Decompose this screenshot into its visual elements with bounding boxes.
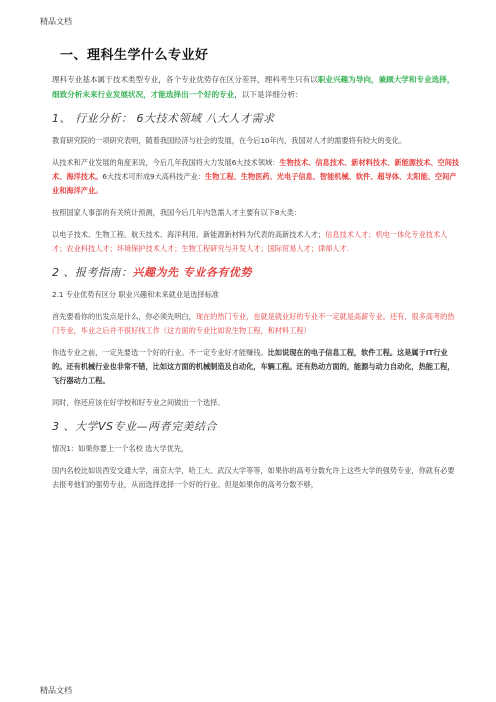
intro-text-c: ，以下是详细分析： [234,90,303,99]
document-body [52,44,460,500]
s2-p1-highlight: 现在的热门专业，也就是就业好的专业不一定就是高薪专业。还有，很多高考的热门专业，毕业之后并不很好找工作（这方面的专业比如说生物工程，和材料工程） [52,312,455,335]
s2-heading-highlight: 兴趣为先 专业各有优势 [132,266,252,279]
section-1-paragraph-2 [52,156,460,198]
s2-p1-text-a: 首先要看你的出发点是什么，你必须先明白， [52,312,196,321]
page-header: 精品文档 [40,17,72,26]
s1-p2-highlight-industry: 生物工程、生物医药、光电子信息、智能机械、软件、超导体、太阳能、空间产业和海洋产业。 [52,172,457,195]
intro-paragraph [52,72,460,102]
section-1-paragraph-1: 教育研究院的一项研究表明，随着我国经济与社会的发展，在今后10年内，我国对人才的需要将有较大的变化。 [52,136,407,145]
document-title: 一、理科生学什么专业好 [60,48,209,63]
s1-p4-text-a: 以电子技术、生物工程、航天技术、海洋利用、新能源新材料为代表的高新技术人才； [52,230,326,239]
section-2-paragraph-2 [52,346,460,388]
section-1-heading: 1、 行业分析： 6大技术领域 八大人才需求 [52,112,275,125]
section-2-heading [52,264,460,280]
s1-p2-text-a: 从技术和产业发展的角度来说，今后几年我国将大力发展6大技术领域： [52,158,280,167]
section-2-subheading: 2.1 专业优势有区分 职业兴趣和未来就业是选择标准 [52,290,219,299]
s2-p2-bold: 比如说现在的电子信息工程，软件工程。这是属于IT行业的。还有机械行业也非常不错，比如这方面的机械制造及自动化，车辆工程。还有热动方面的，能源与动力自动化，热能工程，飞行器动力工程。 [52,348,455,385]
s2-heading-prefix: 2 、报考指南： [52,266,133,279]
section-2-paragraph-1 [52,310,460,338]
page-footer: 精品文档 [40,686,72,695]
section-3-heading: 3 、大学VS专业—两者完美结合 [52,420,218,433]
s1-p2-highlight-tech: 生物技术、信息技术、新材料技术、新能源技术、空间技术、海洋技术。 [52,158,460,181]
section-3-paragraph-1: 情况1：如果你要上一个名校 选大学优先， [52,444,189,453]
s2-p2-text-a: 你选专业之前，一定先要选一个好的行业。不一定专业好才能赚钱。 [52,348,268,357]
section-3-paragraph-2: 国内名校比如说西安交通大学，南京大学，哈工大、武汉大学等等，如果你的高考分数允许上这些大学的强势专业，你就有必要去报考他们的强势专业，从而选择选择一个好的行业。但是如果你的高考分数不够， [52,466,455,489]
intro-text-a: 理科专业基本属于技术类型专业，各个专业优势存在区分差异，理科考生只有以 [52,75,318,84]
intro-highlight: 职业兴趣为导向，兼顾大学和专业选择，细致分析未来行业发展状况，才能选择出一个好的专业 [52,75,455,99]
s1-p4-highlight: 信息技术人才；机电一体化专业技术人才；农业科技人才；环境保护技术人才；生物工程研究与开发人才；国际贸易人才；律师人才. [52,230,448,253]
section-2-paragraph-3: 同时，你还应该在好学校和好专业之间做出一个选择。 [52,398,225,407]
section-1-paragraph-3: 按照国家人事部的有关统计预测，我国今后几年内急需人才主要有以下8大类： [52,208,301,217]
s1-p2-text-c: 6大技术可形成9大高科技产业： [102,172,205,181]
section-1-paragraph-4 [52,228,460,256]
